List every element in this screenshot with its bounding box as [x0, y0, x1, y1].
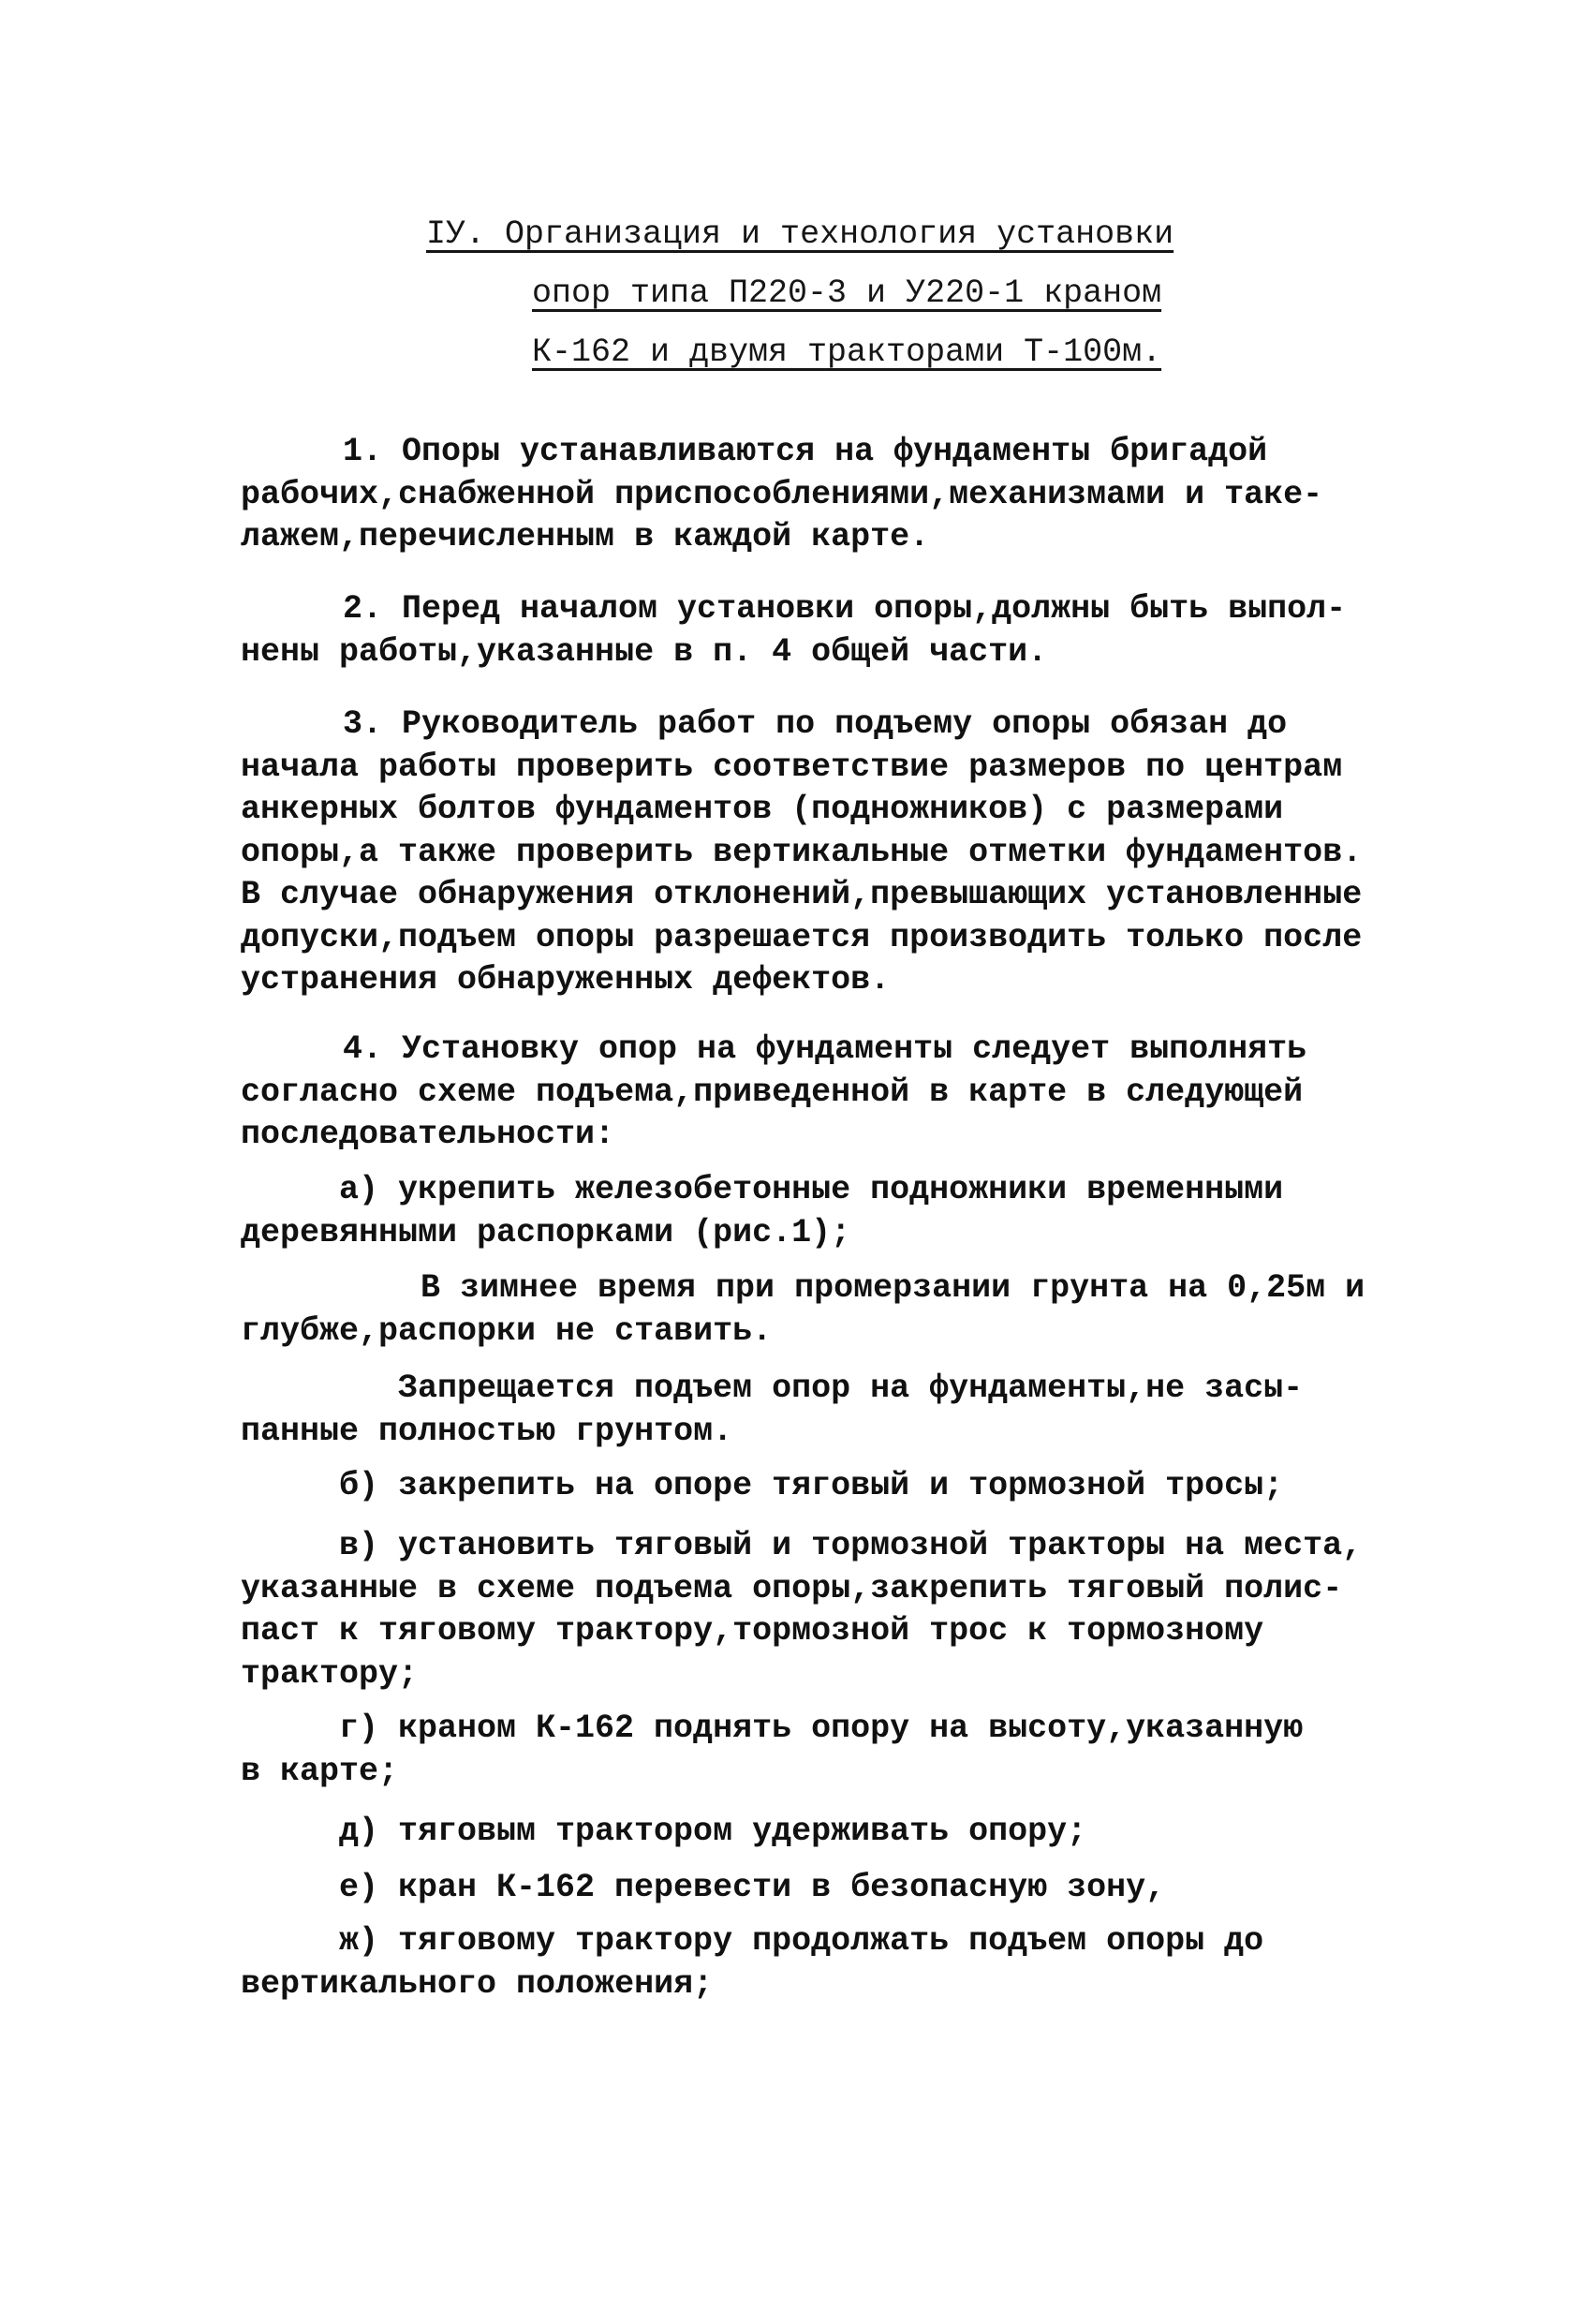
paragraph-e-line: е) кран К-162 перевести в безопасную зону, [339, 1869, 1166, 1906]
paragraph-p3-line: устранения обнаруженных дефектов. [241, 961, 891, 999]
section-title-line: К-162 и двумя тракторами Т-100м. [532, 333, 1162, 371]
paragraph-p3-line: допуски,подъем опоры разрешается производить только после [241, 918, 1363, 956]
paragraph-p3-line: В случае обнаружения отклонений,превышающих установленные [241, 876, 1363, 913]
paragraph-p4-line: согласно схеме подъема,приведенной в карте в следующей [241, 1073, 1304, 1111]
paragraph-p1-line: 1. Опоры устанавливаются на фундаменты бригадой [343, 433, 1268, 470]
paragraph-v-line: трактору; [241, 1654, 419, 1693]
paragraph-v-line: указанные в схеме подъема опоры,закрепить тяговый полис- [241, 1569, 1343, 1607]
paragraph-p4-line: 4. Установку опор на фундаменты следует выполнять [343, 1030, 1307, 1068]
paragraph-winter-line: В зимнее время при промерзании грунта на 0,25м и [421, 1269, 1365, 1307]
paragraph-forbid-line: Запрещается подъем опор на фундаменты,не засы- [398, 1369, 1304, 1407]
paragraph-p3-line: начала работы проверить соответствие размеров по центрам [241, 748, 1343, 786]
paragraph-v-line: паст к тяговому трактору,тормозной трос к тормозному [241, 1612, 1264, 1650]
paragraph-zh-line: ж) тяговому трактору продолжать подъем опоры до [339, 1922, 1264, 1960]
paragraph-b-line: б) закрепить на опоре тяговый и тормозной тросы; [339, 1467, 1284, 1504]
paragraph-g-line: в карте; [241, 1752, 399, 1790]
paragraph-g-line: г) краном К-162 поднять опору на высоту,указанную [339, 1710, 1304, 1747]
paragraph-p2-line: 2. Перед началом установки опоры,должны быть выпол- [343, 590, 1347, 628]
paragraph-p1-line: лажем,перечисленным в каждой карте. [241, 518, 930, 555]
paragraph-p3-line: анкерных болтов фундаментов (подножников) с размерами [241, 791, 1284, 828]
paragraph-p3-line: опоры,а также проверить вертикальные отметки фундаментов. [241, 833, 1363, 871]
paragraph-a-line: деревянными распорками (рис.1); [241, 1213, 851, 1251]
paragraph-zh-line: вертикального положения; [241, 1964, 714, 2003]
paragraph-winter-line: глубже,распорки не ставить. [241, 1311, 773, 1350]
paragraph-forbid-line: панные полностью грунтом. [241, 1412, 733, 1450]
paragraph-a-line: а) укрепить железобетонные подножники временными [339, 1171, 1284, 1208]
paragraph-d-line: д) тяговым трактором удерживать опору; [339, 1813, 1087, 1850]
paragraph-v-line: в) установить тяговый и тормозной тракторы на места, [339, 1527, 1363, 1564]
section-title-line: опор типа П220-3 и У220-1 краном [532, 274, 1162, 312]
paragraph-p4-line: последовательности: [241, 1116, 615, 1153]
section-title-line: IУ. Организация и технология установки [426, 215, 1174, 253]
paragraph-p2-line: нены работы,указанные в п. 4 общей части. [241, 632, 1048, 671]
paragraph-p1-line: рабочих,снабженной приспособлениями,механизмами и таке- [241, 475, 1323, 513]
paragraph-p3-line: 3. Руководитель работ по подъему опоры обязан до [343, 705, 1288, 743]
